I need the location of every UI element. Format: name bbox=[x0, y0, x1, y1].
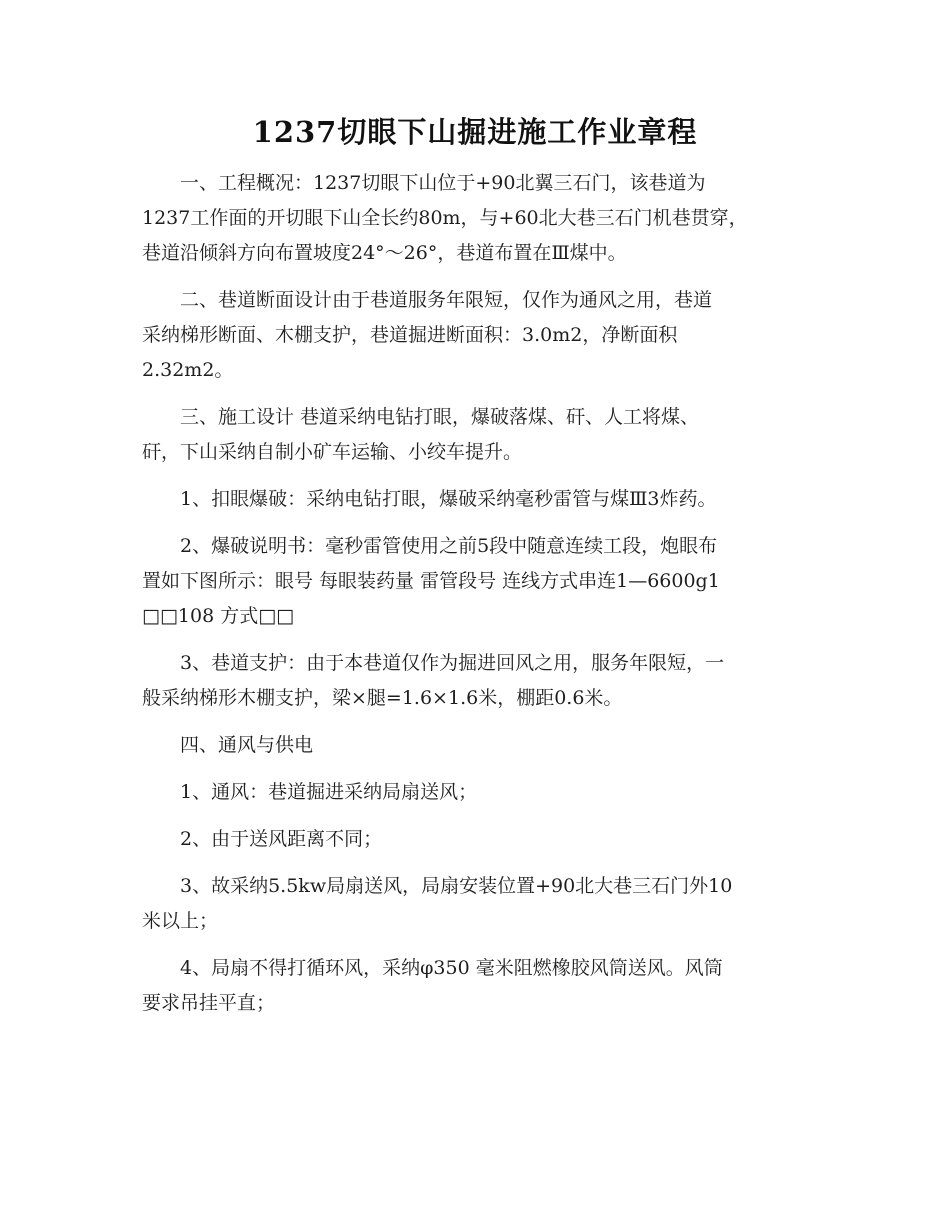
paragraph-blasting: 1、扣眼爆破：采纳电钻打眼，爆破采纳毫秒雷管与煤Ⅲ3炸药。 bbox=[180, 488, 717, 510]
paragraph-roadway-support: 3、巷道支护：由于本巷道仅作为掘进回风之用，服务年限短，一 般采纳梯形木棚支护，梁×腿=1.6×1.6米，棚距0.6米。 bbox=[142, 652, 725, 709]
paragraph-project-overview: 一、工程概况：1237切眼下山位于+90北翼三石门，该巷道为 1237工作面的开切眼下山全长约80m，与+60北大巷三石门机巷贯穿， 巷道沿倾斜方向布置坡度24°～26°，巷道布置在Ⅲ煤中。 bbox=[142, 172, 748, 264]
paragraph-blasting-instructions: 2、爆破说明书：毫秒雷管使用之前5段中随意连续工段，炮眼布 置如下图所示：眼号 每眼装药量 雷管段号 连线方式串连1—6600g1 □□108 方式□□ bbox=[142, 535, 720, 627]
document-title: 1237切眼下山掘进施工作业章程 bbox=[252, 115, 698, 149]
paragraph-ventilation: 1、通风：巷道掘进采纳局扇送风； bbox=[180, 781, 478, 803]
document-body bbox=[142, 166, 810, 1033]
paragraph-section-design: 二、巷道断面设计由于巷道服务年限短，仅作为通风之用，巷道 采纳梯形断面、木棚支护，巷道掘进断面积：3.0m2，净断面积 2.32m2。 bbox=[142, 289, 713, 381]
paragraph-ventilation-power-heading: 四、通风与供电 bbox=[180, 734, 314, 756]
paragraph-fan-installation: 3、故采纳5.5kw局扇送风，局扇安装位置+90北大巷三石门外10 米以上； bbox=[142, 875, 733, 932]
paragraph-air-distance: 2、由于送风距离不同； bbox=[180, 828, 383, 850]
paragraph-air-duct: 4、局扇不得打循环风，采纳φ350 毫米阻燃橡胶风筒送风。风筒 要求吊挂平直； bbox=[142, 957, 723, 1014]
paragraph-construction-design: 三、施工设计 巷道采纳电钻打眼，爆破落煤、矸、人工将煤、 矸，下山采纳自制小矿车运输、小绞车提升。 bbox=[142, 406, 700, 463]
